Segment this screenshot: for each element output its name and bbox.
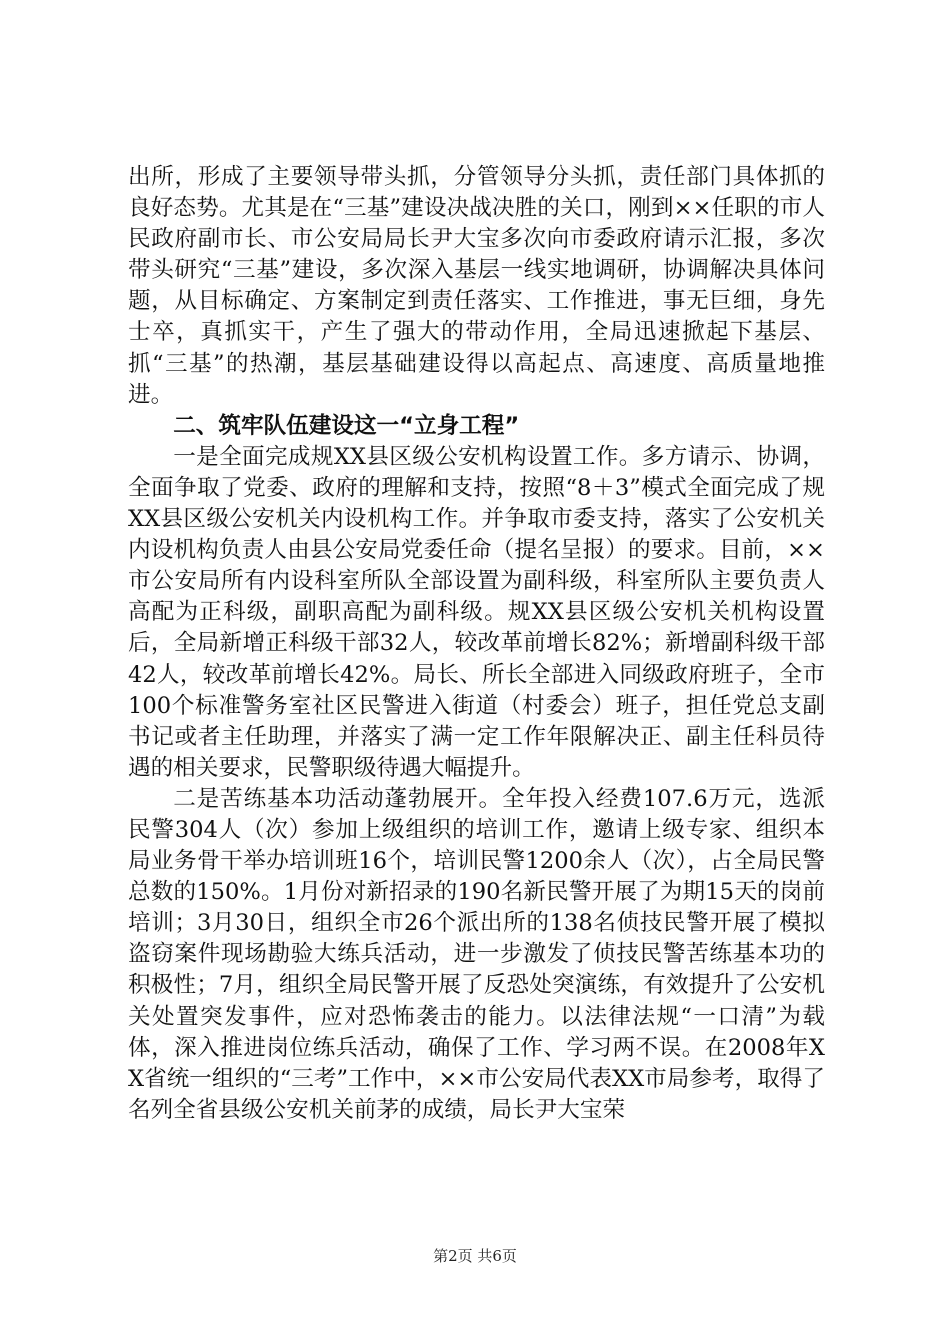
paragraph-institution-setup: 一是全面完成规XX县区级公安机构设置工作。多方请示、协调，全面争取了党委、政府的理解和支持，按照“8＋3”模式全面完成了规XX县区级公安机关内设机构工作。并争取市委支持，落实了公安机关内设机构负责人由县公安局党委任命（提名呈报）的要求。目前，××市公安局所有内设科室所队全部设置为副科级，科室所队主要负责人高配为正科级，副职高配为副科级。规XX县区级公安机关机构设置后，全局新增正科级干部32人，较改革前增长82%；新增副科级干部42人，较改革前增长42%。局长、所长全部进入同级政府班子，全市100个标准警务室社区民警进入街道（村委会）班子，担任党总支副书记或者主任助理，并落实了满一定工作年限解决正、副主任科员待遇的相关要求，民警职级待遇大幅提升。: [128, 443, 825, 781]
section-heading: 二、筑牢队伍建设这一“立身工程”: [173, 412, 520, 439]
page-number-footer: 第2页 共6页: [433, 1247, 517, 1265]
paragraph-continuation: 出所，形成了主要领导带头抓，分管领导分头抓，责任部门具体抓的良好态势。尤其是在“三基”建设决战决胜的关口，刚到××任职的市人民政府副市长、市公安局局长尹大宝多次向市委政府请示汇报，多次带头研究“三基”建设，多次深入基层一线实地调研，协调解决具体问题，从目标确定、方案制定到责任落实、工作推进，事无巨细，身先士卒，真抓实干，产生了强大的带动作用，全局迅速掀起下基层、抓“三基”的热潮，基层基础建设得以高起点、高速度、高质量地推进。: [128, 164, 825, 408]
document-body: [128, 162, 825, 1126]
paragraph-training: 二是苦练基本功活动蓬勃展开。全年投入经费107.6万元，选派民警304人（次）参加上级组织的培训工作，邀请上级专家、组织本局业务骨干举办培训班16个，培训民警1200余人（次），占全局民警总数的150%。1月份对新招录的190名新民警开展了为期15天的岗前培训；3月30日，组织全市26个派出所的138名侦技民警开展了模拟盗窃案件现场勘验大练兵活动，进一步激发了侦技民警苦练基本功的积极性；7月，组织全局民警开展了反恐处突演练，有效提升了公安机关处置突发事件，应对恐怖袭击的能力。以法律法规“一口清”为载体，深入推进岗位练兵活动，确保了工作、学习两不误。在2008年XX省统一组织的“三考”工作中，××市公安局代表XX市局参考，取得了名列全省县级公安机关前茅的成绩，局长尹大宝荣: [128, 785, 825, 1123]
